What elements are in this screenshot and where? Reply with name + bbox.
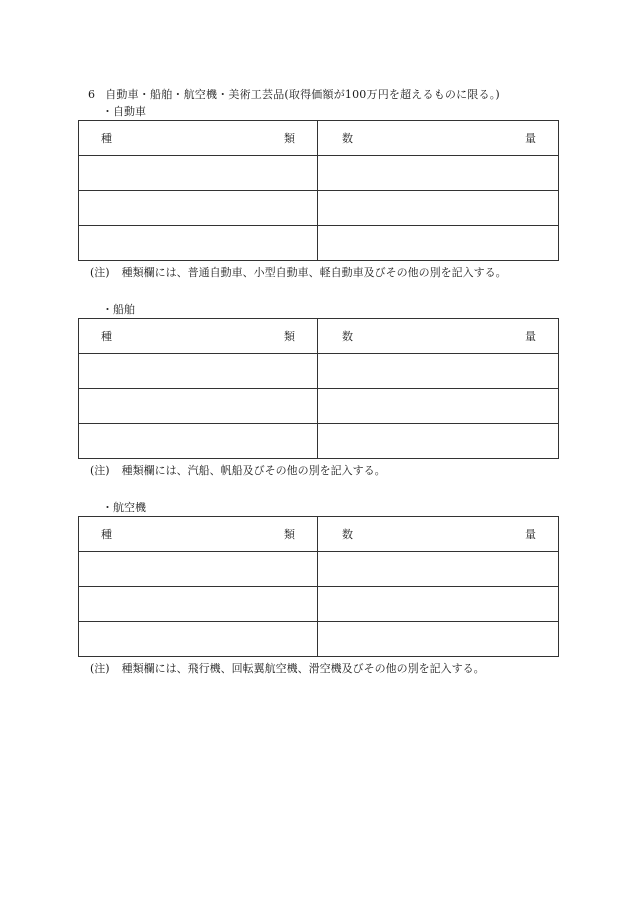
type-cell[interactable] xyxy=(79,552,318,587)
section-label: ・船舶 xyxy=(102,303,135,316)
note-text: 種類欄には、普通自動車、小型自動車、軽自動車及びその他の別を記入する。 xyxy=(121,266,507,279)
header-type-left: 種 xyxy=(101,132,112,145)
header-cell-type xyxy=(79,517,318,552)
section-label: ・自動車 xyxy=(102,105,146,118)
type-cell[interactable] xyxy=(79,226,318,261)
table-row xyxy=(79,622,559,657)
note-mark: (注) xyxy=(90,464,110,477)
section-heading xyxy=(88,86,500,102)
type-cell[interactable] xyxy=(79,587,318,622)
quantity-cell[interactable] xyxy=(318,552,559,587)
type-cell[interactable] xyxy=(79,424,318,459)
section-label: ・航空機 xyxy=(102,501,146,514)
aircraft-table xyxy=(78,516,559,657)
header-type-right: 類 xyxy=(284,330,295,343)
automobile-table xyxy=(78,120,559,261)
header-quantity-right: 量 xyxy=(525,330,536,343)
header-cell-quantity xyxy=(318,319,559,354)
type-cell[interactable] xyxy=(79,156,318,191)
table-row xyxy=(79,226,559,261)
type-cell[interactable] xyxy=(79,389,318,424)
table-row xyxy=(79,424,559,459)
table-row xyxy=(79,191,559,226)
table-header-row xyxy=(79,517,559,552)
ship-table xyxy=(78,318,559,459)
header-quantity-left: 数 xyxy=(342,330,353,343)
header-type-right: 類 xyxy=(284,132,295,145)
header-quantity-left: 数 xyxy=(342,528,353,541)
table-row xyxy=(79,552,559,587)
header-type-left: 種 xyxy=(101,528,112,541)
type-cell[interactable] xyxy=(79,354,318,389)
header-cell-quantity xyxy=(318,517,559,552)
note xyxy=(90,660,485,676)
header-cell-quantity xyxy=(318,121,559,156)
quantity-cell[interactable] xyxy=(318,191,559,226)
header-cell-type xyxy=(79,319,318,354)
note-mark: (注) xyxy=(90,266,110,279)
type-cell[interactable] xyxy=(79,622,318,657)
table-row xyxy=(79,354,559,389)
table-header-row xyxy=(79,319,559,354)
note-text: 種類欄には、汽船、帆船及びその他の別を記入する。 xyxy=(121,464,386,477)
quantity-cell[interactable] xyxy=(318,622,559,657)
note-text: 種類欄には、飛行機、回転翼航空機、滑空機及びその他の別を記入する。 xyxy=(121,662,485,675)
table-header-row xyxy=(79,121,559,156)
quantity-cell[interactable] xyxy=(318,587,559,622)
header-quantity-right: 量 xyxy=(525,528,536,541)
note-mark: (注) xyxy=(90,662,110,675)
table-row xyxy=(79,389,559,424)
header-quantity-right: 量 xyxy=(525,132,536,145)
quantity-cell[interactable] xyxy=(318,156,559,191)
quantity-cell[interactable] xyxy=(318,389,559,424)
table-row xyxy=(79,156,559,191)
note xyxy=(90,264,507,280)
table-row xyxy=(79,587,559,622)
section-number: 6 xyxy=(88,88,96,101)
type-cell[interactable] xyxy=(79,191,318,226)
quantity-cell[interactable] xyxy=(318,226,559,261)
header-type-right: 類 xyxy=(284,528,295,541)
quantity-cell[interactable] xyxy=(318,354,559,389)
header-quantity-left: 数 xyxy=(342,132,353,145)
note xyxy=(90,462,386,478)
header-cell-type xyxy=(79,121,318,156)
section-title: 自動車・船舶・航空機・美術工芸品(取得価額が100万円を超えるものに限る。) xyxy=(105,88,500,101)
header-type-left: 種 xyxy=(101,330,112,343)
quantity-cell[interactable] xyxy=(318,424,559,459)
